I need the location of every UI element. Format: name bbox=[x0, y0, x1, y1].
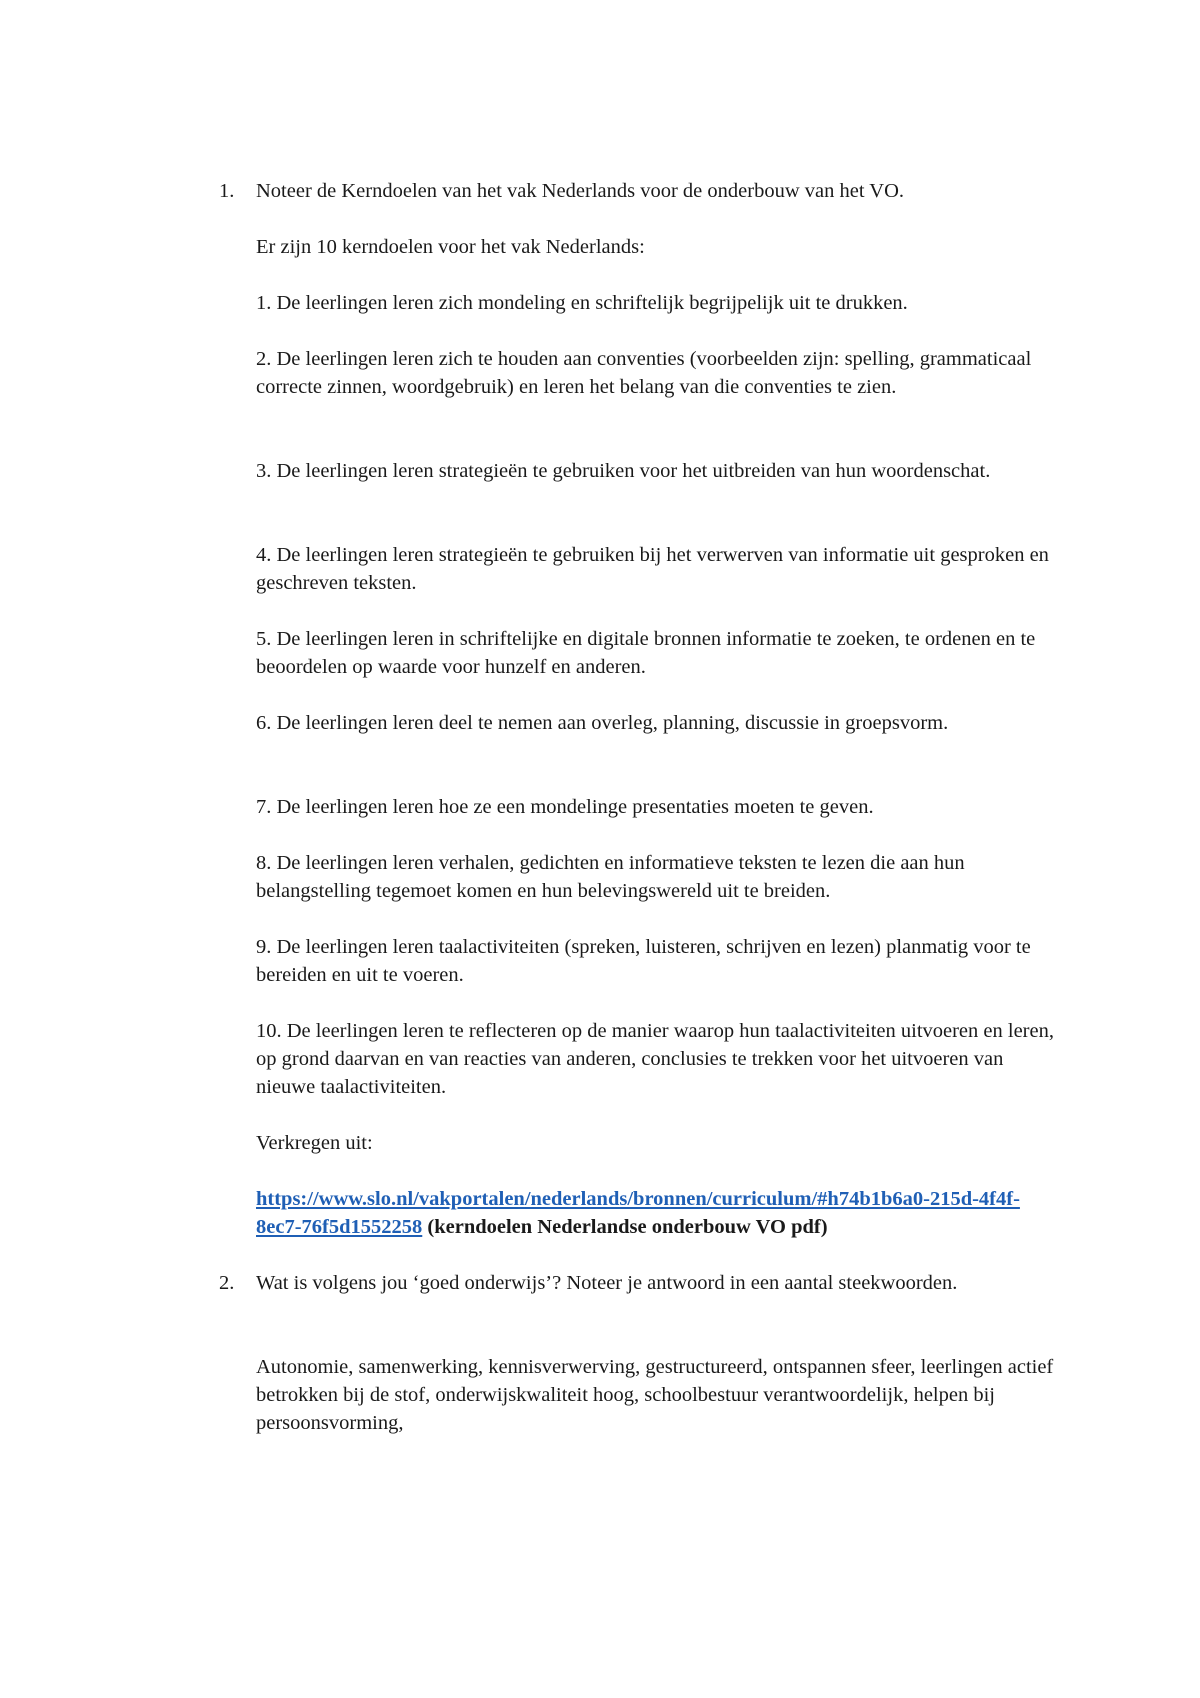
source-note: (kerndoelen Nederlandse onderbouw VO pdf) bbox=[422, 1216, 828, 1238]
goal-item-7: 7. De leerlingen leren hoe ze een mondelinge presentaties moeten te geven. bbox=[256, 796, 874, 818]
goal-item-1: 1. De leerlingen leren zich mondeling en schriftelijk begrijpelijk uit te drukken. bbox=[256, 292, 908, 314]
question-2-text: Wat is volgens jou ‘goed onderwijs’? Noteer je antwoord in een aantal steekwoorden. bbox=[256, 1272, 958, 1294]
goal-item-2: 2. De leerlingen leren zich te houden aan conventies (voorbeelden zijn: spelling, grammaticaal correcte zinnen, woordgebruik) en leren het belang van die conventies te zien. bbox=[256, 348, 1032, 398]
source-label: Verkregen uit: bbox=[256, 1132, 373, 1154]
goal-item-3: 3. De leerlingen leren strategieën te gebruiken voor het uitbreiden van hun woordenschat. bbox=[256, 460, 991, 482]
goal-item-6: 6. De leerlingen leren deel te nemen aan overleg, planning, discussie in groepsvorm. bbox=[256, 712, 949, 734]
question-2-number: 2. bbox=[219, 1272, 235, 1294]
source-link[interactable]: https://www.slo.nl/vakportalen/nederlands/bronnen/curriculum/#h74b1b6a0-215d-4f4f-8ec7-76f5d1552258 bbox=[256, 1188, 1020, 1238]
goal-item-9: 9. De leerlingen leren taalactiviteiten (spreken, luisteren, schrijven en lezen) planmatig voor te bereiden en uit te voeren. bbox=[256, 936, 1031, 986]
goal-item-5: 5. De leerlingen leren in schriftelijke en digitale bronnen informatie te zoeken, te ordenen en te beoordelen op waarde voor hunzelf en anderen. bbox=[256, 628, 1036, 678]
question-1-number: 1. bbox=[219, 180, 235, 202]
question-2-answer: Autonomie, samenwerking, kennisverwerving, gestructureerd, ontspannen sfeer, leerlingen actief betrokken bij de stof, onderwijskwaliteit hoog, schoolbestuur verantwoordelijk, helpen bij persoonsvorming, bbox=[256, 1356, 1054, 1434]
question-1-text: Noteer de Kerndoelen van het vak Nederlands voor de onderbouw van het VO. bbox=[256, 180, 905, 202]
goal-item-10: 10. De leerlingen leren te reflecteren op de manier waarop hun taalactiviteiten uitvoeren en leren, op grond daarvan en van reacties van anderen, conclusies te trekken voor het uitvoeren van nieuwe taalactiviteiten. bbox=[256, 1020, 1054, 1098]
goals-intro: Er zijn 10 kerndoelen voor het vak Nederlands: bbox=[256, 236, 645, 258]
goal-item-8: 8. De leerlingen leren verhalen, gedichten en informatieve teksten te lezen die aan hun belangstelling tegemoet komen en hun belevingswereld uit te breiden. bbox=[256, 852, 965, 902]
source-citation bbox=[256, 1185, 1056, 1241]
goal-item-4: 4. De leerlingen leren strategieën te gebruiken bij het verwerven van informatie uit gesproken en geschreven teksten. bbox=[256, 544, 1049, 594]
